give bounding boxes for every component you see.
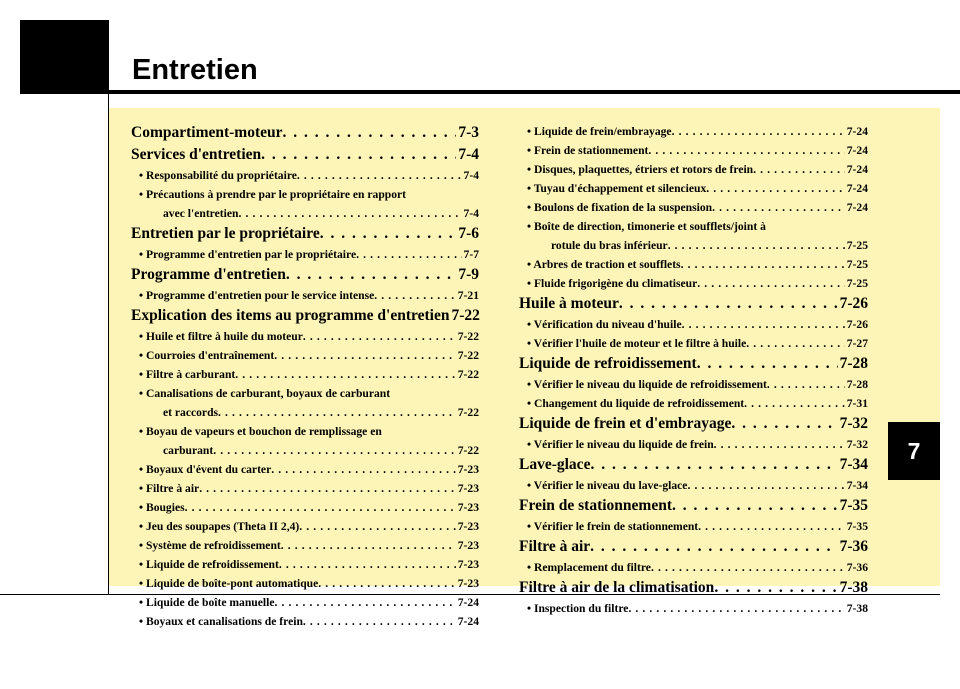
toc-page-number: 7-23	[457, 482, 479, 495]
toc-page-number: 7-23	[457, 558, 479, 571]
toc-entry-text: • Programme d'entretien par le propriétaire	[139, 248, 357, 261]
dot-leader	[185, 498, 456, 517]
chapter-header-block	[20, 20, 109, 93]
toc-entry-text: • Tuyau d'échappement et silencieux	[527, 182, 707, 195]
toc-page-number: 7-9	[458, 266, 479, 283]
toc-entry-text: carburant	[163, 444, 214, 457]
toc-page-number: 7-22	[457, 368, 479, 381]
dot-leader	[213, 441, 455, 460]
dot-leader	[199, 479, 456, 498]
toc-subsection-entry[interactable]	[519, 517, 868, 536]
toc-page-number: 7-26	[839, 295, 868, 312]
toc-subsection-entry[interactable]	[519, 394, 868, 413]
chapter-number-tab: 7	[888, 422, 940, 480]
toc-page-number: 7-38	[839, 579, 868, 596]
toc-entry-text: Filtre à air	[519, 538, 591, 555]
toc-entry-text: • Boyau de vapeurs et bouchon de remplissage en	[139, 425, 382, 438]
toc-section-entry[interactable]	[519, 353, 868, 375]
toc-entry-text: • Système de refroidissement	[139, 539, 281, 552]
toc-entry-text: Liquide de frein et d'embrayage	[519, 415, 732, 432]
toc-entry-text: Programme d'entretien	[131, 266, 286, 283]
dot-leader	[590, 536, 837, 558]
toc-subsection-entry[interactable]	[131, 536, 479, 555]
toc-entry-text: • Vérifier le niveau du lave-glace	[527, 479, 688, 492]
toc-page-number: 7-23	[457, 539, 479, 552]
dot-leader	[619, 293, 838, 315]
toc-subsection-entry[interactable]	[131, 517, 479, 536]
toc-section-entry[interactable]	[131, 144, 479, 166]
toc-entry-text: • Disques, plaquettes, étriers et rotors de frein	[527, 163, 754, 176]
toc-entry-text: • Huile et filtre à huile du moteur	[139, 330, 303, 343]
toc-entry-text: • Vérifier le frein de stationnement	[527, 520, 699, 533]
toc-entry-text: • Liquide de refroidissement	[139, 558, 279, 571]
toc-page-number: 7-36	[839, 538, 868, 555]
toc-entry-continued[interactable]	[519, 217, 868, 236]
dot-leader	[218, 403, 456, 422]
dot-leader	[303, 327, 456, 346]
toc-entry-text: • Vérification du niveau d'huile	[527, 318, 682, 331]
toc-page-number: 7-4	[463, 207, 479, 220]
toc-entry-text: • Filtre à carburant	[139, 368, 236, 381]
dot-leader	[714, 435, 845, 454]
toc-subsection-entry[interactable]	[519, 476, 868, 495]
toc-section-entry[interactable]	[131, 223, 479, 245]
toc-subsection-entry[interactable]	[131, 403, 479, 422]
dot-leader	[271, 460, 456, 479]
toc-subsection-entry[interactable]	[519, 274, 868, 293]
dot-leader	[283, 122, 457, 144]
toc-subsection-entry[interactable]	[519, 179, 868, 198]
toc-entry-text: • Responsabilité du propriétaire	[139, 169, 297, 182]
toc-subsection-entry[interactable]	[131, 498, 479, 517]
toc-page-number: 7-24	[846, 201, 868, 214]
toc-entry-continued[interactable]	[131, 422, 479, 441]
toc-subsection-entry[interactable]	[519, 255, 868, 274]
toc-entry-text: Frein de stationnement	[519, 497, 672, 514]
toc-entry-text: Entretien par le propriétaire	[131, 225, 320, 242]
toc-page-number: 7-35	[839, 497, 868, 514]
toc-page-number: 7-23	[457, 463, 479, 476]
toc-page-number: 7-28	[839, 355, 868, 372]
toc-entry-text: Lave-glace	[519, 456, 591, 473]
toc-subsection-entry[interactable]	[519, 141, 868, 160]
dot-leader	[731, 413, 837, 435]
dot-leader	[374, 286, 455, 305]
toc-page-number: 7-24	[846, 163, 868, 176]
toc-subsection-entry[interactable]	[131, 460, 479, 479]
toc-entry-text: Liquide de refroidissement	[519, 355, 697, 372]
dot-leader	[681, 255, 845, 274]
toc-entry-text: • Inspection du filtre	[527, 602, 629, 615]
toc-page-number: 7-24	[846, 144, 868, 157]
dot-leader	[648, 141, 844, 160]
dot-leader	[235, 365, 455, 384]
toc-entry-text: • Vérifier le niveau du liquide de frein	[527, 438, 714, 451]
toc-entry-text: • Arbres de traction et soufflets	[527, 258, 681, 271]
toc-section-entry[interactable]	[519, 454, 868, 476]
dot-leader	[668, 236, 845, 255]
toc-section-entry[interactable]	[519, 413, 868, 435]
dot-leader	[628, 599, 844, 618]
toc-page-number: 7-31	[846, 397, 868, 410]
dot-leader	[672, 495, 838, 517]
toc-page-number: 7-6	[458, 225, 479, 242]
toc-entry-text: • Frein de stationnement	[527, 144, 649, 157]
dot-leader	[320, 223, 457, 245]
toc-entry-text: • Liquide de frein/embrayage	[527, 125, 672, 138]
toc-entry-text: • Boîte de direction, timonerie et soufflets/joint à	[527, 220, 766, 233]
toc-page-number: 7-22	[457, 349, 479, 362]
toc-page-number: 7-23	[457, 501, 479, 514]
toc-page-number: 7-34	[839, 456, 868, 473]
toc-entry-text: • Fluide frigorigène du climatiseur	[527, 277, 698, 290]
toc-page-number: 7-22	[457, 444, 479, 457]
toc-entry-text: • Boyaux et canalisations de frein	[139, 615, 303, 628]
toc-page-number: 7-35	[846, 520, 868, 533]
toc-section-entry[interactable]	[519, 495, 868, 517]
toc-section-entry[interactable]	[131, 122, 479, 144]
page-title: Entretien	[132, 54, 258, 86]
toc-subsection-entry[interactable]	[131, 346, 479, 365]
toc-page-number: 7-3	[458, 124, 479, 141]
toc-entry-text: rotule du bras inférieur	[551, 239, 668, 252]
dot-leader	[714, 577, 837, 599]
toc-subsection-entry[interactable]	[519, 375, 868, 394]
dot-leader	[682, 315, 845, 334]
dot-leader	[590, 454, 837, 476]
toc-entry-text: Filtre à air de la climatisation	[519, 579, 715, 596]
toc-page-number: 7-34	[846, 479, 868, 492]
dot-leader	[706, 179, 844, 198]
dot-leader	[712, 198, 845, 217]
toc-page-number: 7-32	[846, 438, 868, 451]
toc-subsection-entry[interactable]	[131, 555, 479, 574]
toc-page-number: 7-38	[846, 602, 868, 615]
dot-leader	[687, 476, 844, 495]
toc-entry-text: Huile à moteur	[519, 295, 619, 312]
dot-leader	[297, 166, 462, 185]
toc-column-left	[131, 122, 479, 631]
toc-subsection-entry[interactable]	[131, 365, 479, 384]
dot-leader	[274, 346, 456, 365]
toc-entry-text: • Programme d'entretien pour le service intense	[139, 289, 375, 302]
dot-leader	[356, 245, 461, 264]
toc-subsection-entry[interactable]	[131, 441, 479, 460]
dot-leader	[744, 394, 845, 413]
toc-entry-text: • Filtre à air	[139, 482, 200, 495]
toc-subsection-entry[interactable]	[519, 558, 868, 577]
dot-leader	[274, 593, 455, 612]
toc-entry-text: • Liquide de boîte manuelle	[139, 596, 275, 609]
toc-entry-continued[interactable]	[131, 384, 479, 403]
dot-leader	[286, 264, 457, 286]
dot-leader	[767, 375, 845, 394]
toc-entry-text: • Vérifier l'huile de moteur et le filtre à huile	[527, 337, 747, 350]
toc-page-number: 7-25	[846, 239, 868, 252]
toc-subsection-entry[interactable]	[519, 334, 868, 353]
toc-section-entry[interactable]	[519, 293, 868, 315]
dot-leader	[303, 612, 456, 631]
toc-subsection-entry[interactable]	[131, 574, 479, 593]
toc-entry-text: • Boyaux d'évent du carter	[139, 463, 272, 476]
toc-page-number: 7-25	[846, 277, 868, 290]
toc-page-number: 7-23	[457, 577, 479, 590]
toc-subsection-entry[interactable]	[519, 435, 868, 454]
toc-page-number: 7-22	[457, 406, 479, 419]
toc-section-entry[interactable]	[131, 264, 479, 286]
dot-leader	[279, 555, 456, 574]
toc-entry-text: Explication des items au programme d'entretien	[131, 307, 450, 324]
dot-leader	[281, 536, 456, 555]
toc-entry-text: • Liquide de boîte-pont automatique	[139, 577, 319, 590]
dot-leader	[318, 574, 455, 593]
dot-leader	[651, 558, 845, 577]
toc-page-number: 7-24	[846, 182, 868, 195]
dot-leader	[698, 517, 845, 536]
toc-subsection-entry[interactable]	[519, 599, 868, 618]
dot-leader	[299, 517, 455, 536]
toc-subsection-entry[interactable]	[519, 122, 868, 141]
dot-leader	[746, 334, 844, 353]
toc-section-entry[interactable]	[519, 577, 868, 599]
toc-page-number: 7-22	[451, 307, 480, 324]
toc-page-number: 7-24	[457, 596, 479, 609]
toc-entry-text: • Jeu des soupapes (Theta II 2,4)	[139, 520, 300, 533]
dot-leader	[697, 274, 845, 293]
toc-subsection-entry[interactable]	[131, 593, 479, 612]
toc-page-number: 7-4	[463, 169, 479, 182]
toc-page-number: 7-24	[457, 615, 479, 628]
toc-subsection-entry[interactable]	[131, 327, 479, 346]
toc-entry-text: • Précautions à prendre par le propriétaire en rapport	[139, 188, 407, 201]
toc-entry-text: Services d'entretien	[131, 146, 262, 163]
toc-section-entry[interactable]	[131, 305, 479, 327]
toc-subsection-entry[interactable]	[131, 166, 479, 185]
toc-page-number: 7-36	[846, 561, 868, 574]
toc-page-number: 7-4	[458, 146, 479, 163]
toc-entry-text: • Boulons de fixation de la suspension	[527, 201, 713, 214]
toc-subsection-entry[interactable]	[519, 198, 868, 217]
toc-subsection-entry[interactable]	[519, 160, 868, 179]
title-rule	[20, 90, 960, 94]
toc-subsection-entry[interactable]	[131, 286, 479, 305]
toc-page-number: 7-21	[457, 289, 479, 302]
toc-subsection-entry[interactable]	[519, 315, 868, 334]
toc-entry-text: avec l'entretien	[163, 207, 239, 220]
dot-leader	[672, 122, 845, 141]
toc-entry-text: • Canalisations de carburant, boyaux de carburant	[139, 387, 391, 400]
dot-leader	[753, 160, 845, 179]
toc-entry-text: • Bougies	[139, 501, 185, 514]
toc-subsection-entry[interactable]	[131, 204, 479, 223]
toc-page-number: 7-25	[846, 258, 868, 271]
toc-section-entry[interactable]	[519, 536, 868, 558]
toc-subsection-entry[interactable]	[131, 612, 479, 631]
toc-subsection-entry[interactable]	[131, 479, 479, 498]
toc-page-number: 7-26	[846, 318, 868, 331]
toc-entry-text: Compartiment-moteur	[131, 124, 283, 141]
toc-page-number: 7-32	[839, 415, 868, 432]
toc-page-number: 7-28	[846, 378, 868, 391]
toc-entry-text: et raccords	[163, 406, 219, 419]
toc-page-number: 7-24	[846, 125, 868, 138]
toc-page-number: 7-23	[457, 520, 479, 533]
toc-page-number: 7-7	[463, 248, 479, 261]
dot-leader	[238, 204, 461, 223]
toc-entry-continued[interactable]	[131, 185, 479, 204]
dot-leader	[261, 144, 456, 166]
toc-entry-text: • Changement du liquide de refroidissement	[527, 397, 745, 410]
toc-subsection-entry[interactable]	[131, 245, 479, 264]
toc-entry-text: • Courroies d'entraînement	[139, 349, 275, 362]
dot-leader	[697, 353, 838, 375]
toc-column-right	[519, 122, 868, 618]
toc-page-number: 7-27	[846, 337, 868, 350]
toc-subsection-entry[interactable]	[519, 236, 868, 255]
toc-entry-text: • Remplacement du filtre	[527, 561, 651, 574]
toc-page-number: 7-22	[457, 330, 479, 343]
toc-entry-text: • Vérifier le niveau du liquide de refroidissement	[527, 378, 767, 391]
